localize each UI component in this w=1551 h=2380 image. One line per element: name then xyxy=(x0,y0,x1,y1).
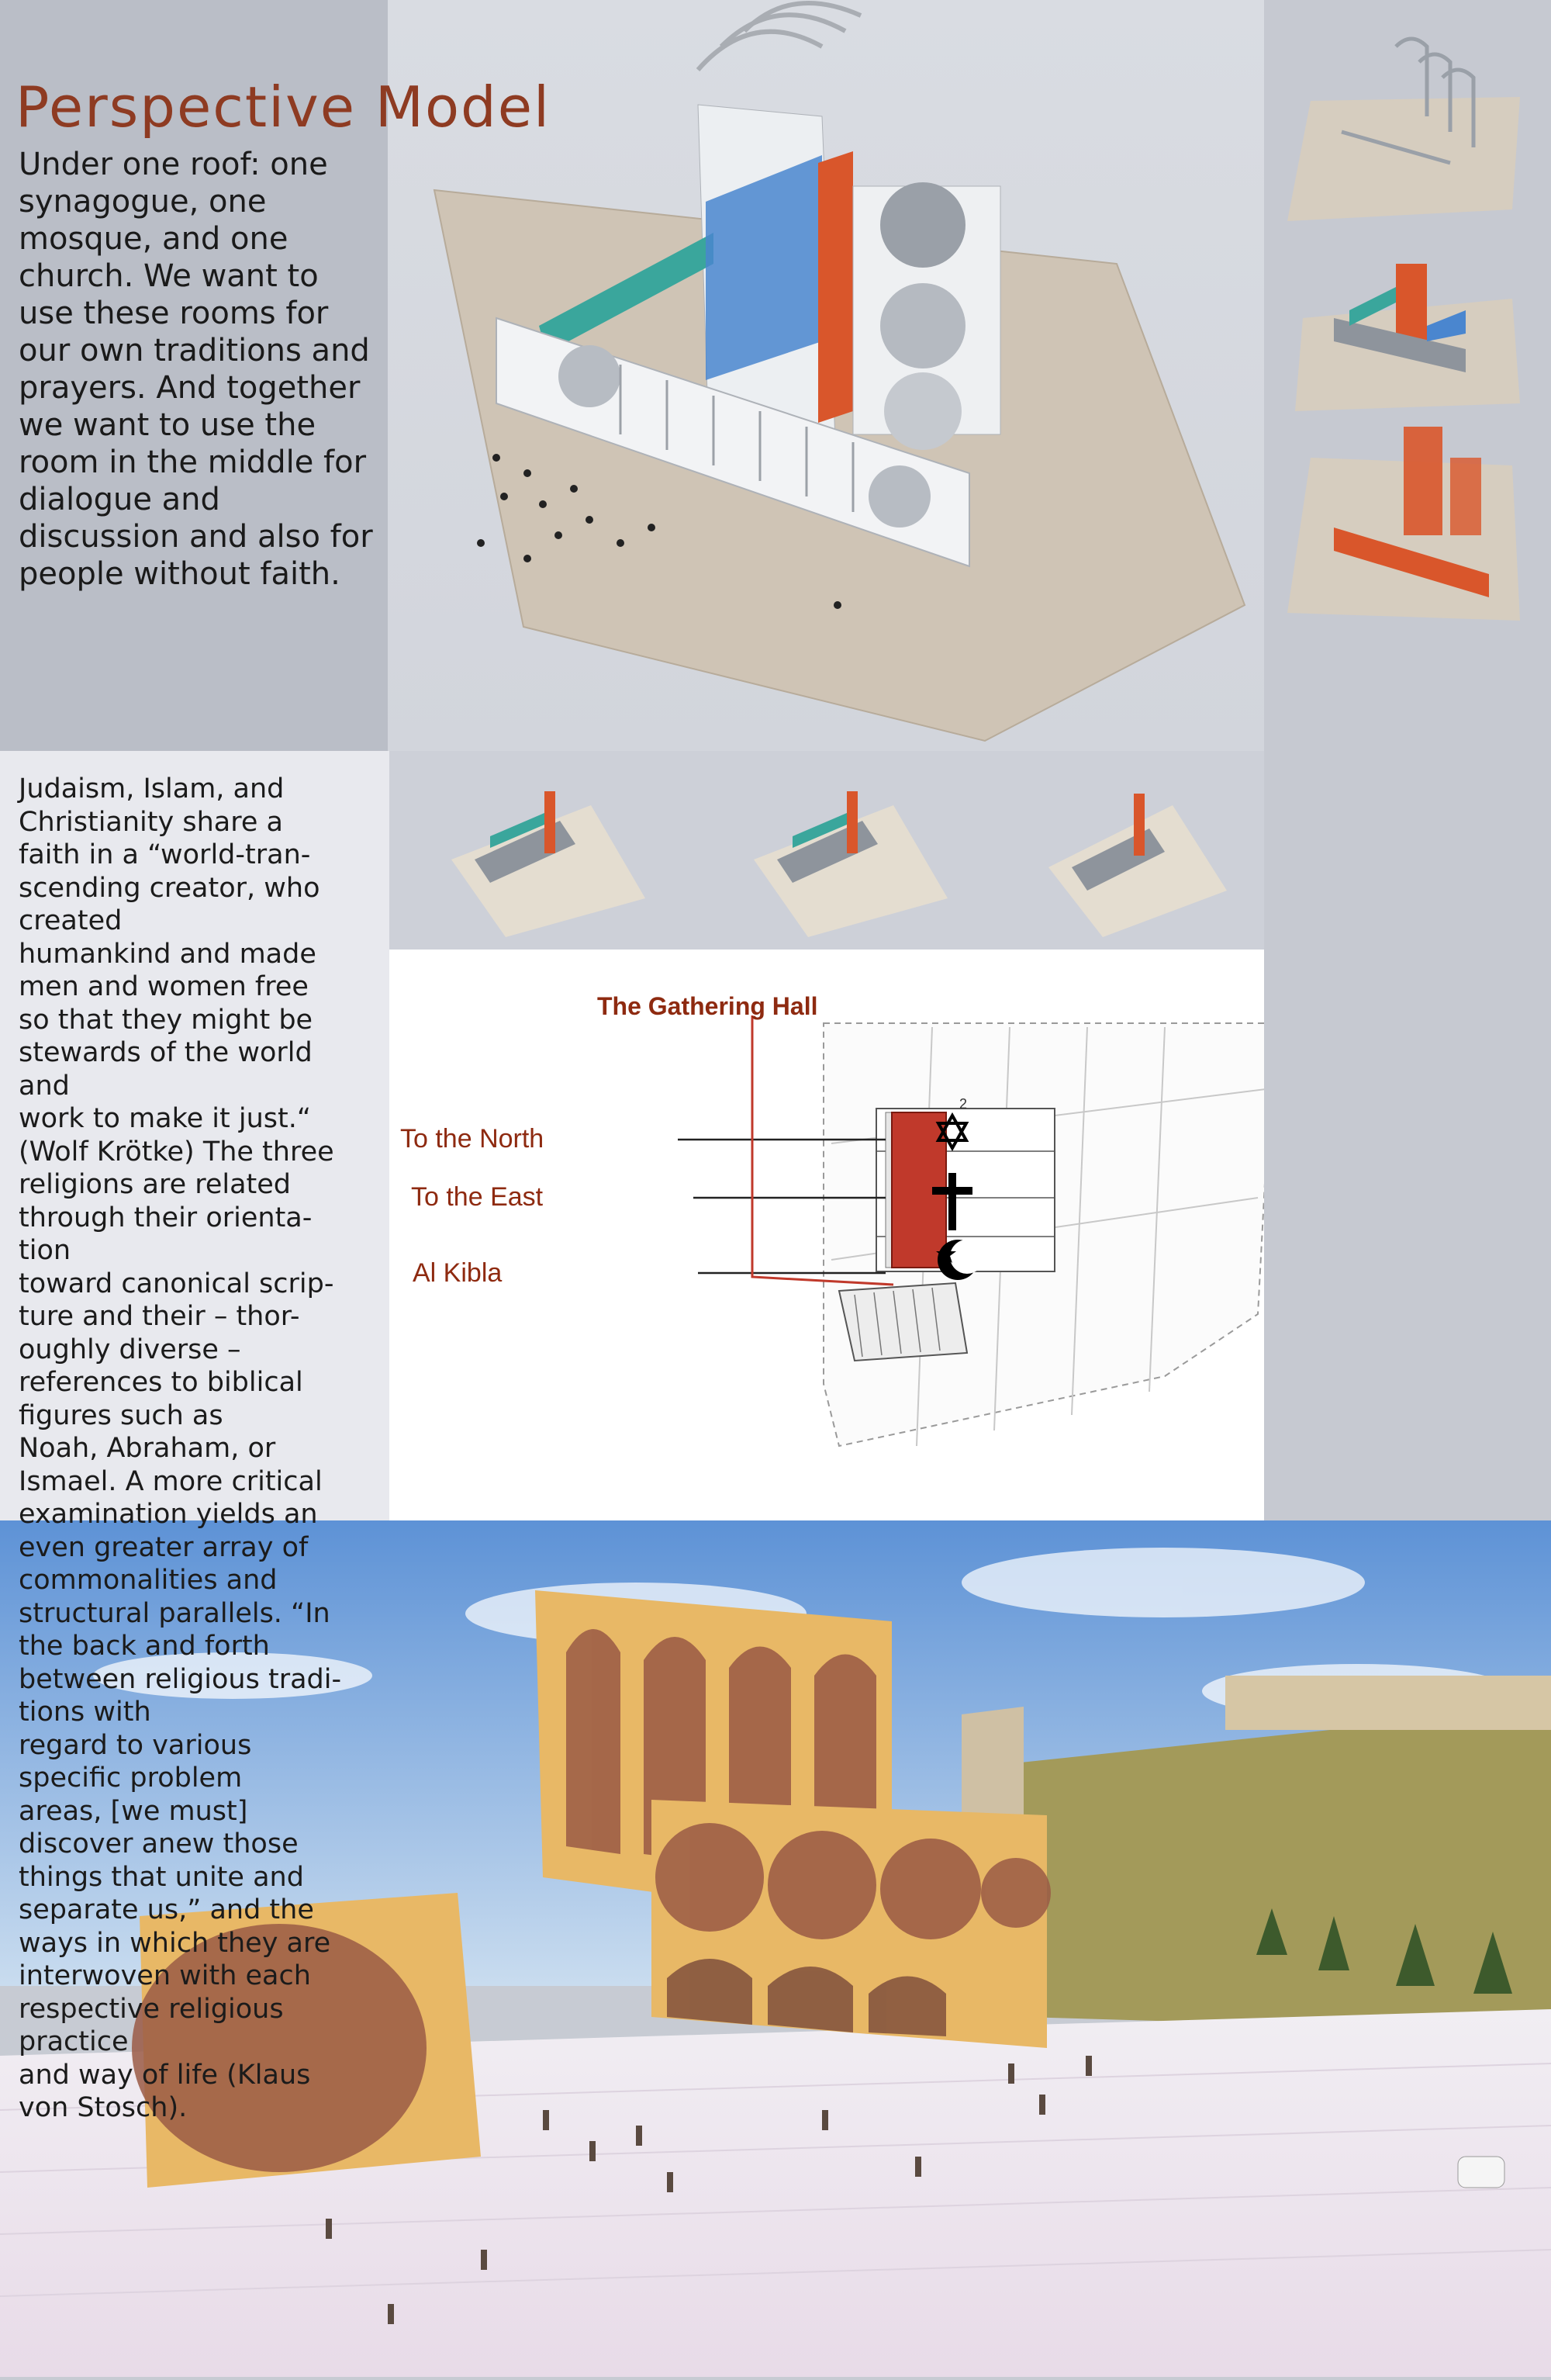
label-to-the-east: To the East xyxy=(411,1182,544,1212)
body-text: Judaism, Islam, and Christianity share a faith in a “world-tran- scending creator, who created humankind and made men and women free so that they might be stewards of the world and work to make it just.“ (Wolf Krötke) The three religions are related through their orienta- tion toward canonical scrip- ture and their – thor- oughly diverse – references to biblical figures such as Noah, Abraham, or Ismael. A more critical examination yields an even greater array of commonalities and structural parallels. “In the back and forth between religious tradi- tions with regard to various specific problem areas, [we must] discover anew those things that unite and separate us,” and the ways in which they are interwoven with each respective religious practice and way of life (Klaus von Stosch). xyxy=(19,773,342,2123)
label-to-the-north: To the North xyxy=(400,1124,544,1154)
page-title: Perspective Model xyxy=(16,74,551,140)
gathering-hall-diagram xyxy=(389,950,1264,1520)
label-al-kibla: Al Kibla xyxy=(413,1258,503,1288)
intro-text: Under one roof: one synagogue, one mosque, and one church. We want to use these rooms for our own traditions and prayers. And together we want to use the room in the middle for dialogue and discussion and also for people without faith. xyxy=(19,147,373,592)
model-thumbnails-row xyxy=(389,751,1264,950)
model-thumbnail xyxy=(1048,794,1227,937)
model-thumbnail xyxy=(451,791,645,937)
grid-number: 2 xyxy=(959,1096,968,1112)
model-thumbnail xyxy=(754,791,948,937)
diagram-thumbnails-column xyxy=(1264,0,1551,1520)
diagram-title: The Gathering Hall xyxy=(597,992,818,1020)
